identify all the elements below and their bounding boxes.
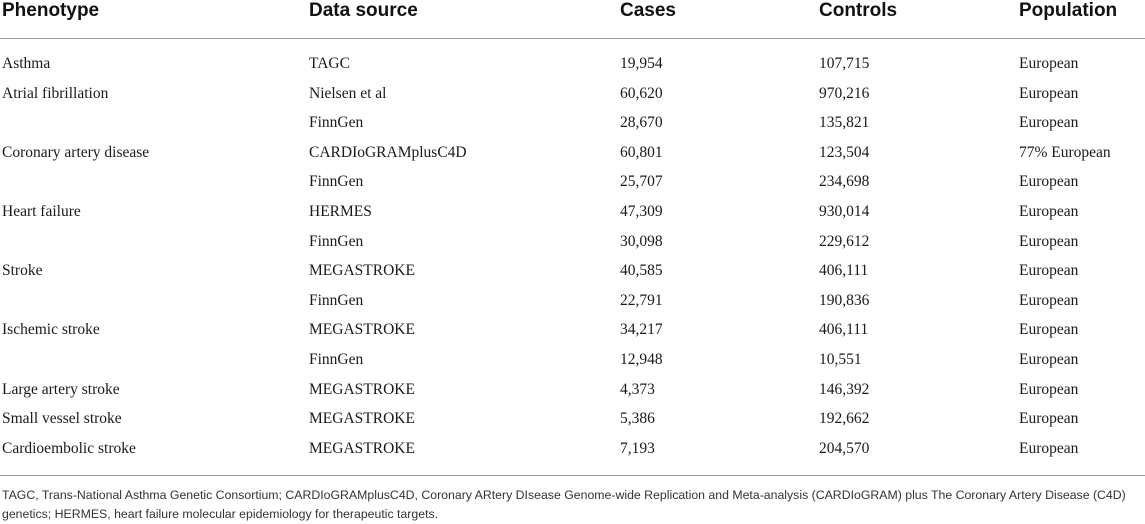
population-cell: European [1019,84,1079,102]
phenotype-cell: Coronary artery disease [2,143,150,161]
header-data-source: Data source [309,0,418,21]
cases-cell: 28,670 [620,114,663,132]
controls-cell: 107,715 [819,55,870,72]
controls-cell: 930,014 [819,202,870,220]
cases-cell: 30,098 [620,232,663,250]
cases-cell: 12,948 [620,350,663,368]
table-row [0,198,1145,228]
population-cell: European [1019,439,1079,457]
controls-cell: 146,392 [819,380,870,398]
data-source-cell: MEGASTROKE [309,321,415,339]
population-cell: European [1019,232,1079,250]
cases-cell: 5,386 [620,410,655,428]
data-source-cell: FinnGen [309,114,364,132]
controls-cell: 123,504 [819,143,870,161]
table-row [0,109,1145,139]
phenotype-cell: Atrial fibrillation [2,84,109,102]
phenotype-cell: Large artery stroke [2,380,120,398]
table-body [0,50,1145,464]
controls-cell: 190,836 [819,291,870,309]
table-row [0,80,1145,110]
data-source-cell: TAGC [309,55,350,72]
data-source-cell: Nielsen et al [309,84,387,102]
phenotype-cell: Small vessel stroke [2,410,122,428]
data-source-cell: FinnGen [309,173,364,191]
table-row [0,50,1145,80]
table-row [0,435,1145,465]
table-row [0,316,1145,346]
phenotype-cell: Stroke [2,262,43,280]
cases-cell: 19,954 [620,55,663,72]
population-cell: European [1019,321,1079,339]
cases-cell: 60,620 [620,84,663,102]
population-cell: European [1019,350,1079,368]
cases-cell: 4,373 [620,380,655,398]
data-source-cell: FinnGen [309,232,364,250]
population-cell: 77% European [1019,143,1111,161]
population-cell: European [1019,380,1079,398]
data-source-cell: HERMES [309,202,372,220]
table-row [0,257,1145,287]
cases-cell: 22,791 [620,291,663,309]
header-population: Population [1019,0,1118,21]
population-cell: European [1019,262,1079,280]
phenotype-cell: Asthma [2,55,51,72]
population-cell: European [1019,291,1079,309]
controls-cell: 229,612 [819,232,870,250]
controls-cell: 204,570 [819,439,870,457]
table-row [0,139,1145,169]
data-source-cell: MEGASTROKE [309,380,415,398]
table-header [0,0,1145,39]
cases-cell: 25,707 [620,173,663,191]
table-row [0,168,1145,198]
data-source-cell: MEGASTROKE [309,410,415,428]
population-cell: European [1019,410,1079,428]
controls-cell: 192,662 [819,410,870,428]
phenotype-cell: Heart failure [2,202,81,220]
data-source-cell: MEGASTROKE [309,439,415,457]
population-cell: European [1019,173,1079,191]
data-source-cell: FinnGen [309,350,364,368]
phenotype-cell: Ischemic stroke [2,321,100,339]
cases-cell: 47,309 [620,202,663,220]
controls-cell: 234,698 [819,173,870,191]
controls-cell: 10,551 [819,350,862,368]
data-source-cell: FinnGen [309,291,364,309]
table-row [0,228,1145,258]
table-row [0,376,1145,406]
phenotype-cell: Cardioembolic stroke [2,439,136,457]
header-cases: Cases [620,0,676,21]
cases-cell: 7,193 [620,439,655,457]
table-footnote: TAGC, Trans-National Asthma Genetic Consortium; CARDIoGRAMplusC4D, Coronary ARtery DIsease Genome-wide Replication and Meta-analysis (CARDIoGRAM) plus The Coronary Artery Disease (C4D) genetics; HERMES, heart failure molecular epidemiology for therapeutic targets. [2,488,1126,521]
cases-cell: 34,217 [620,321,663,339]
table-bottom-rule [0,475,1145,476]
population-cell: European [1019,114,1079,132]
table-row [0,287,1145,317]
data-source-cell: MEGASTROKE [309,262,415,280]
header-phenotype: Phenotype [2,0,100,21]
data-source-cell: CARDIoGRAMplusC4D [309,143,467,161]
controls-cell: 406,111 [819,262,869,280]
population-cell: European [1019,202,1079,220]
cases-cell: 40,585 [620,262,663,280]
population-cell: European [1019,55,1079,72]
table-row [0,405,1145,435]
cases-cell: 60,801 [620,143,663,161]
controls-cell: 135,821 [819,114,870,132]
controls-cell: 406,111 [819,321,869,339]
table-row [0,346,1145,376]
header-controls: Controls [819,0,898,21]
controls-cell: 970,216 [819,84,870,102]
